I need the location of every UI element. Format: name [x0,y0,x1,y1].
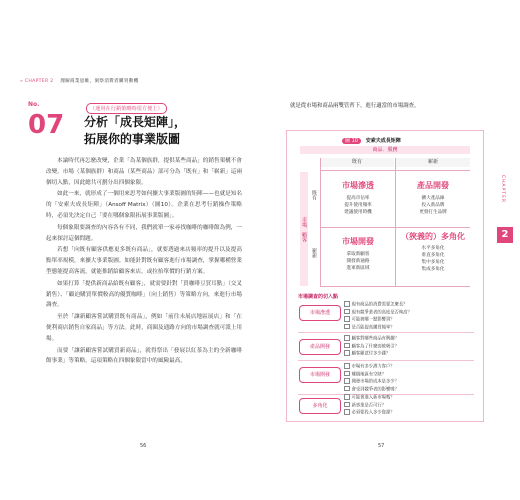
quadrant-item: 提高市佔率 [346,196,370,201]
section-title-line-1: 分析「成長矩陣」， [84,115,187,129]
figure-badge: 圖 10 [342,138,361,144]
paragraph: 如此一來，就形成了一個用來思考如何擴大事業版圖的矩陣——也就是知名的「安索夫成長矩陣」（Ansoff Matrix）（圖10）。企業在思考行銷操作策略時，必須先決定自己「要在哪個象限拓展事業版圖」。 [46,191,242,219]
check-item: 是否能提高購買頻率？ [344,324,472,332]
checkbox-icon [344,409,350,415]
quadrant-item: 拿取新顧客 [346,252,370,257]
checkbox-icon [344,301,350,307]
quadrant-item: 垂直多角化 [421,253,445,258]
section-no-label: No. [28,101,40,108]
checkbox-icon [344,316,350,322]
check-item: 哪個地區有空缺？ [344,371,472,379]
column-header-existing: 既有 [320,158,394,167]
row-label-new: 嶄新 [311,248,317,258]
quadrant-item: 水平多角化 [421,246,445,251]
paragraph: 如果打算「提供新商品給既有顧客」，就需要針對「買咖啡豆買耳點」（交叉銷售）、「顧迫購買單價較高的優質咖啡」（向上銷售）等策略方向，來進行市場調查。 [46,280,242,309]
matrix-line [320,158,321,286]
check-item: 顧客為了什麼而被吸引？ [344,343,472,351]
divider [298,332,474,333]
quadrant-item: 投入新品牌 [421,203,445,208]
checkbox-icon [344,350,350,356]
check-item: 開發市場的成本是多少？ [344,378,472,386]
entry-checklist [344,394,472,417]
running-header [20,78,139,84]
entry-diversification: 多角化 [299,398,341,414]
quadrant-item: 集中多角化 [421,260,445,265]
quadrant-item: 建議使用時機 [344,210,372,215]
check-item: 必須要投入多少資源？ [344,409,472,417]
checkbox-icon [344,343,350,349]
figure-title-text: 安索夫成長矩陣 [365,138,401,144]
chapter-tab-number: 2 [497,227,513,243]
entry-checklist [344,301,472,331]
paragraph: 每個象限要調查的內容各有不同，我們就單一家尋找咖啡的咖啡館為例，一起來探討這個問題。 [46,224,242,242]
checkbox-icon [344,402,350,408]
chapter-tab-label: CHAPTER [500,175,505,204]
quadrant-item: 提升使用頻率 [344,203,372,208]
divider [298,360,474,361]
paragraph: 而要「讓新顧客嘗試購買新商品」，就得祭出「發展以紅茶為主的全新咖啡館事業」等策略。這項策略在四個象限當中的風險最高， [46,347,242,365]
matrix-line [320,286,470,287]
quadrant-item: 進軍新區域 [346,266,370,271]
check-item: 顧客願意付多少錢？ [344,350,472,358]
checkbox-icon [344,386,350,392]
section-tag: （運用在行銷策略時很方便上） [86,103,167,114]
check-item: 市場有多少潛力客戶？ [344,363,472,371]
quadrant-item: 集成多角化 [421,267,445,272]
checkbox-icon [344,309,350,315]
checkbox-icon [344,363,350,369]
check-item: 可能被哪一點影響到？ [344,316,472,324]
page-number-right: 57 [378,443,385,449]
checkbox-icon [344,335,350,341]
check-item: 顧客對哪些商品有興趣？ [344,335,472,343]
paragraph: 至於「讓新顧客嘗試購買既有商品」，例如「前往未展店地區展店」和「在便利商店銷售自家商品」等方法。此時，商圈及通路方向的市場調查就可派上用場。 [46,314,242,342]
entry-product-development: 產品開發 [299,339,341,355]
section-title-line-2: 拓展你的事業版圖 [84,132,181,146]
market-axis-band: 市場．顧客 [300,172,308,286]
body-text [46,156,242,368]
row-label-existing: 既有 [311,190,317,200]
entry-checklist [344,363,472,393]
section-number: 07 [28,110,65,140]
page-number-left: 56 [140,443,147,449]
chapter-subtitle: 理解商業思維，洞察消費者購買動機 [60,79,139,84]
paragraph: 若想「向既有顧客供應更多既有商品」，就要透過來店頻率的提升以及提高點單率規模，來擴大事業版圖。如能針對既有顧客進行市場調查，掌握哪種營業型態能提高客流，就能推銷給顧客來店，或拉抬單價的行銷方案。 [46,247,242,275]
entry-market-penetration: 市場滲透 [299,305,341,321]
checkbox-icon [344,371,350,377]
quadrant-market-penetration-title: 市場滲透 [342,181,374,190]
column-header-new: 嶄新 [396,158,470,167]
matrix-line [395,158,396,286]
quadrant-item: 擴大產品線 [421,196,445,201]
check-item: 會受到競爭者的影響嗎？ [344,386,472,394]
chapter-label: » CHAPTER 2 [20,79,54,84]
paragraph: 本論時代再怎麼改變，企業「為某個族群，提供某些商品」的銷售架構不會改變。市場（某個族群）和商品（某些商品）部可分為「既有」和「嶄新」這兩個切入點，因此總共可劃分出四個象限。 [46,158,242,186]
product-axis-band: 商品．服務 [300,146,470,154]
intro-text: 就是從市場和商品兩雙管齊下，進行適當的市場調查。 [290,103,420,109]
check-item: 新事業是否可行？ [344,402,472,410]
checkbox-icon [344,394,350,400]
checkbox-icon [344,378,350,384]
check-item: 可能會進入新市場嗎？ [344,394,472,402]
entry-points-label: 市場調查的切入點 [298,294,339,300]
entry-market-development: 市場開發 [299,367,341,383]
quadrant-item: 更發打生品牌 [419,210,447,215]
entry-checklist [344,335,472,358]
check-item: 現有競爭業者的高度是否夠高？ [344,309,472,317]
quadrant-item: 開發新通路 [346,259,370,264]
figure-title [342,137,401,144]
quadrant-diversification-title: （狹義的）多角化 [401,232,465,241]
quadrant-product-development-title: 產品開發 [417,181,449,190]
checkbox-icon [344,324,350,330]
check-item: 現有商品的消費需要怎麼長？ [344,301,472,309]
quadrant-market-development-title: 市場開發 [342,237,374,246]
